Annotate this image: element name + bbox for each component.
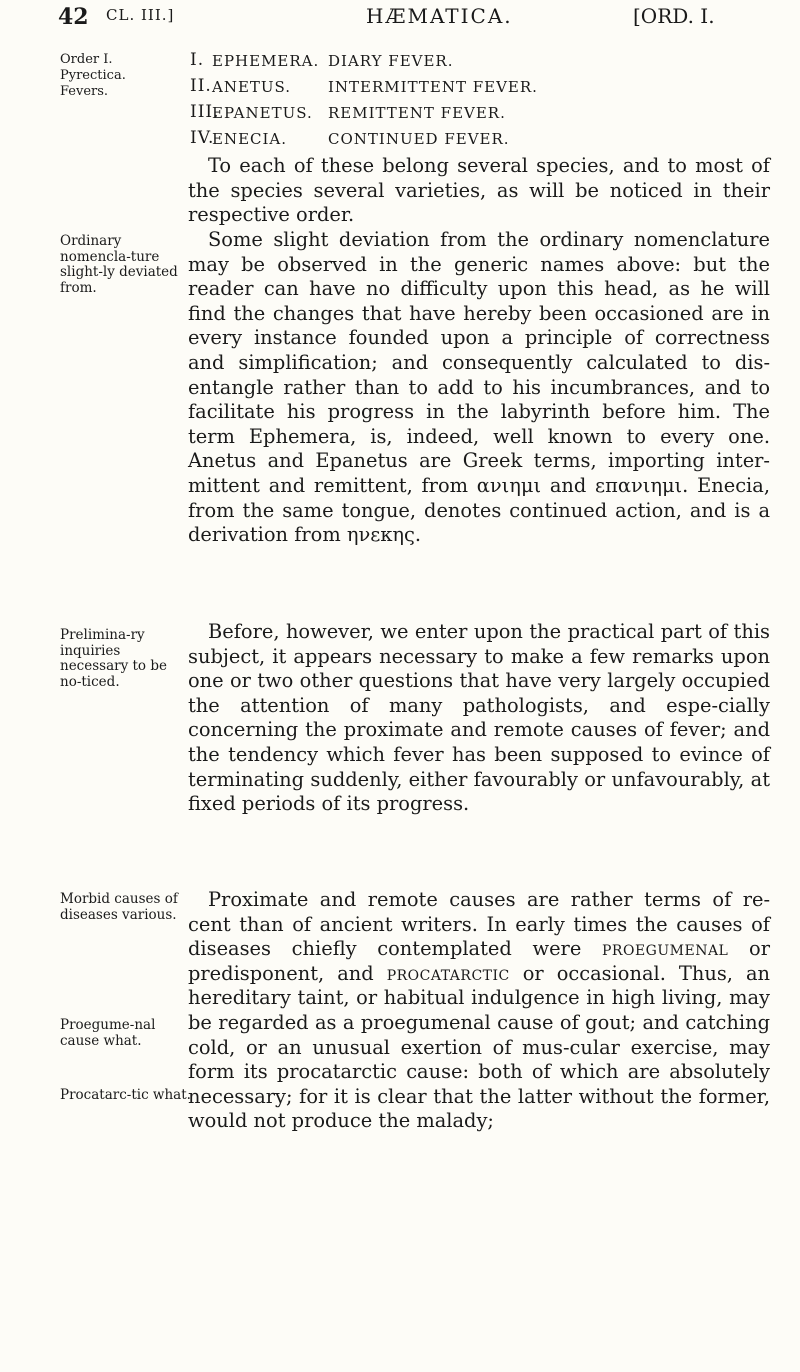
page-number: 42 <box>58 4 89 30</box>
order-name: Pyrectica. <box>60 68 126 83</box>
genus-number: II. <box>190 76 212 96</box>
term-procatarctic: procatarctic <box>386 961 510 985</box>
text-run: or predisponent, and <box>188 937 770 985</box>
marginal-note: Morbid causes of diseases various. <box>60 891 178 923</box>
paragraph-morbid-causes <box>188 888 770 1134</box>
genus-row <box>190 76 770 102</box>
paragraph-text: Some slight deviation from the ordinary nomenclature may be observed in the generic names above: but the reader can have no difficulty upon this head, as he will find the changes that have hereby been occasioned are in every instance founded upon a principle of correctness and simplification; and consequently calculated to dis-entangle rather than to add to his incumbrances, and to facilitate his progress in the labyrinth before him. The term Ephemera, is, indeed, well known to every one. Anetus and Epanetus are Greek terms, importing inter-mittent and remittent, from ανιημι and επανιημι. Enecia, from the same tongue, denotes continued action, and is a derivation from ηνεκης. <box>188 228 770 547</box>
order-group: Fevers. <box>60 84 109 99</box>
text-run: Proximate and remote causes are rather terms of re-cent than of ancient writers. In early times the causes of diseases chiefly contemplated were <box>188 888 770 961</box>
genus-english: REMITTENT FEVER. <box>328 104 506 122</box>
class-label: CL. III.] <box>106 6 175 24</box>
term-proegumenal: proegumenal <box>602 937 729 961</box>
genus-name: EPANETUS. <box>212 104 313 122</box>
marginal-note: Procatarc-tic what. <box>60 1087 191 1103</box>
order-number: Order I. <box>60 52 113 67</box>
marginal-note: Prelimina-ry inquiries necessary to be no-ticed. <box>60 627 167 690</box>
genus-name: ENECIA. <box>212 130 288 148</box>
genus-row <box>190 50 770 76</box>
genus-name: ANETUS. <box>212 78 292 96</box>
running-header <box>58 4 758 38</box>
genus-english: INTERMITTENT FEVER. <box>328 78 538 96</box>
paragraph-text: To each of these belong several species, and to most of the species several varieties, as will be noticed in their respective order. <box>188 154 770 227</box>
order-heading <box>60 52 126 100</box>
marginal-note: Proegume-nal cause what. <box>60 1017 156 1049</box>
genus-number: III. <box>190 102 220 122</box>
genus-row <box>190 128 770 154</box>
paragraph-preliminary <box>188 620 770 817</box>
paragraph-nomenclature <box>188 228 770 548</box>
marginal-note: Ordinary nomencla-ture slight-ly deviated from. <box>60 233 178 296</box>
genera-list <box>190 50 770 154</box>
order-label: [ORD. I. <box>633 4 715 28</box>
paragraph-intro <box>188 154 770 228</box>
genus-row <box>190 102 770 128</box>
text-run: or occasional. Thus, an hereditary taint, or habitual indulgence in high living, may be regarded as a proegumenal cause of gout; and catching cold, or an unusual exertion of mus-cular exercise, may form its procatarctic cause: both of which are absolutely necessary; for it is clear that the latter without the former, would not produce the malady; <box>188 961 770 1133</box>
paragraph-text: Before, however, we enter upon the practical part of this subject, it appears necessary to make a few remarks upon one or two other questions that have very largely occupied the attention of many pathologists, and espe-cially concerning the proximate and remote causes of fever; and the tendency which fever has been supposed to evince of terminating suddenly, either favourably or unfavourably, at fixed periods of its progress. <box>188 620 770 816</box>
genus-english: CONTINUED FEVER. <box>328 130 510 148</box>
genus-name: EPHEMERA. <box>212 52 320 70</box>
genus-number: IV. <box>190 128 215 148</box>
genus-number: I. <box>190 50 205 70</box>
genus-english: DIARY FEVER. <box>328 52 454 70</box>
paragraph-text <box>188 888 770 1134</box>
running-title: HÆMATICA. <box>366 4 513 28</box>
